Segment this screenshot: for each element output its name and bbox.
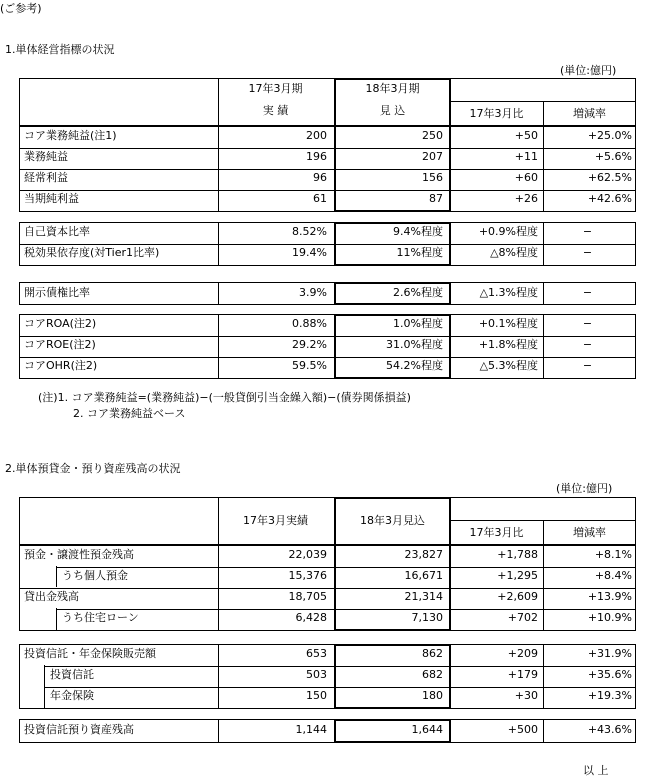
row-fy17: 15,376 <box>288 569 327 582</box>
row-rate: +35.6% <box>587 668 632 681</box>
row-rate: +8.4% <box>594 569 632 582</box>
row-fy18: 16,671 <box>404 569 443 582</box>
section2-unit: (単位:億円) <box>556 482 613 495</box>
row-rate: − <box>582 225 593 238</box>
s1-col-fy17-bottom: 実 績 <box>262 104 289 117</box>
row-rate: +10.9% <box>587 611 632 624</box>
closing-text: 以 上 <box>583 764 609 777</box>
row-fy17: 653 <box>306 647 327 660</box>
row-fy18: 11%程度 <box>396 246 443 259</box>
row-label: うち住宅ローン <box>62 611 139 624</box>
row-fy17: 8.52% <box>292 225 327 238</box>
row-rate: +31.9% <box>587 647 632 660</box>
row-label: 税効果依存度(対Tier1比率) <box>24 246 160 259</box>
row-fy17: 96 <box>313 171 327 184</box>
s2-col-diff: 17年3月比 <box>469 526 524 539</box>
s1-col-fy18-bottom: 見 込 <box>379 104 406 117</box>
row-diff: +0.1%程度 <box>478 317 538 330</box>
row-rate: +8.1% <box>594 548 632 561</box>
row-label: 自己資本比率 <box>24 225 90 238</box>
row-label: 貸出金残高 <box>24 590 79 603</box>
row-diff: +11 <box>514 150 538 163</box>
row-label: 当期純利益 <box>24 192 79 205</box>
row-rate: +43.6% <box>587 723 632 736</box>
row-fy18: 682 <box>422 668 443 681</box>
s2-col-fy18: 18年3月見込 <box>360 514 425 527</box>
row-fy18: 207 <box>422 150 443 163</box>
row-diff: +500 <box>507 723 538 736</box>
row-label: 投資信託 <box>50 668 94 681</box>
row-label: 開示債権比率 <box>24 286 90 299</box>
s1-col-fy17-top: 17年3月期 <box>248 82 303 95</box>
row-label: 投資信託預り資産残高 <box>24 723 134 736</box>
row-label: コア業務純益(注1) <box>24 129 117 142</box>
row-fy17: 200 <box>306 129 327 142</box>
row-rate: +25.0% <box>587 129 632 142</box>
row-fy17: 22,039 <box>288 548 327 561</box>
row-fy18: 31.0%程度 <box>386 338 443 351</box>
s2-col-rate: 増減率 <box>573 526 606 539</box>
row-diff: +1,295 <box>497 569 538 582</box>
row-label: うち個人預金 <box>62 569 128 582</box>
row-rate: − <box>582 317 593 330</box>
s1-col-rate: 増減率 <box>573 107 606 120</box>
row-fy18: 862 <box>422 647 443 660</box>
row-fy17: 196 <box>306 150 327 163</box>
s1-col-fy18-top: 18年3月期 <box>365 82 420 95</box>
row-diff: +30 <box>514 689 538 702</box>
row-fy17: 29.2% <box>292 338 327 351</box>
row-rate: − <box>582 246 593 259</box>
row-fy17: 0.88% <box>292 317 327 330</box>
row-rate: +19.3% <box>587 689 632 702</box>
section1-title: 1.単体経営指標の状況 <box>5 43 115 56</box>
row-fy17: 150 <box>306 689 327 702</box>
row-fy17: 1,144 <box>295 723 327 736</box>
row-label: コアOHR(注2) <box>24 359 98 372</box>
row-diff: +179 <box>507 668 538 681</box>
row-fy17: 6,428 <box>295 611 327 624</box>
row-diff: +2,609 <box>497 590 538 603</box>
row-fy17: 61 <box>313 192 327 205</box>
s1-col-diff: 17年3月比 <box>469 107 524 120</box>
row-label: コアROA(注2) <box>24 317 97 330</box>
row-fy18: 21,314 <box>404 590 443 603</box>
row-fy17: 503 <box>306 668 327 681</box>
row-rate: +13.9% <box>587 590 632 603</box>
s1-note-2: 2. コア業務純益ベース <box>73 407 186 420</box>
row-diff: +1.8%程度 <box>478 338 538 351</box>
row-fy18: 87 <box>429 192 443 205</box>
row-fy17: 3.9% <box>299 286 327 299</box>
row-rate: − <box>582 359 593 372</box>
row-rate: +5.6% <box>594 150 632 163</box>
row-fy18: 156 <box>422 171 443 184</box>
s2-col-fy17: 17年3月実績 <box>243 514 308 527</box>
row-rate: − <box>582 286 593 299</box>
row-fy17: 18,705 <box>288 590 327 603</box>
row-diff: +702 <box>507 611 538 624</box>
row-fy18: 9.4%程度 <box>393 225 443 238</box>
row-rate: +62.5% <box>587 171 632 184</box>
row-label: 投資信託・年金保険販売額 <box>24 647 156 660</box>
row-diff: △8%程度 <box>490 246 538 259</box>
row-fy17: 19.4% <box>292 246 327 259</box>
row-diff: +209 <box>507 647 538 660</box>
row-diff: +0.9%程度 <box>478 225 538 238</box>
row-rate: +42.6% <box>587 192 632 205</box>
row-diff: +26 <box>514 192 538 205</box>
row-label: 経常利益 <box>24 171 68 184</box>
row-fy18: 1.0%程度 <box>393 317 443 330</box>
row-label: 預金・譲渡性預金残高 <box>24 548 134 561</box>
section1-unit: (単位:億円) <box>560 64 617 77</box>
row-rate: − <box>582 338 593 351</box>
row-fy18: 54.2%程度 <box>386 359 443 372</box>
reference-note: (ご参考) <box>0 2 42 15</box>
row-diff: +60 <box>514 171 538 184</box>
row-fy18: 23,827 <box>404 548 443 561</box>
section2-title: 2.単体預貸金・預り資産残高の状況 <box>5 462 181 475</box>
row-label: 業務純益 <box>24 150 68 163</box>
row-fy18: 180 <box>422 689 443 702</box>
row-fy18: 1,644 <box>411 723 443 736</box>
row-fy18: 2.6%程度 <box>393 286 443 299</box>
row-label: 年金保険 <box>50 689 94 702</box>
row-diff: +50 <box>514 129 538 142</box>
row-diff: △1.3%程度 <box>479 286 538 299</box>
row-diff: △5.3%程度 <box>479 359 538 372</box>
row-fy18: 250 <box>422 129 443 142</box>
s1-note-1: (注)1. コア業務純益=(業務純益)−(一般貸倒引当金繰入額)−(債券関係損益) <box>38 391 411 404</box>
row-label: コアROE(注2) <box>24 338 96 351</box>
row-fy18: 7,130 <box>411 611 443 624</box>
row-diff: +1,788 <box>497 548 538 561</box>
row-fy17: 59.5% <box>292 359 327 372</box>
